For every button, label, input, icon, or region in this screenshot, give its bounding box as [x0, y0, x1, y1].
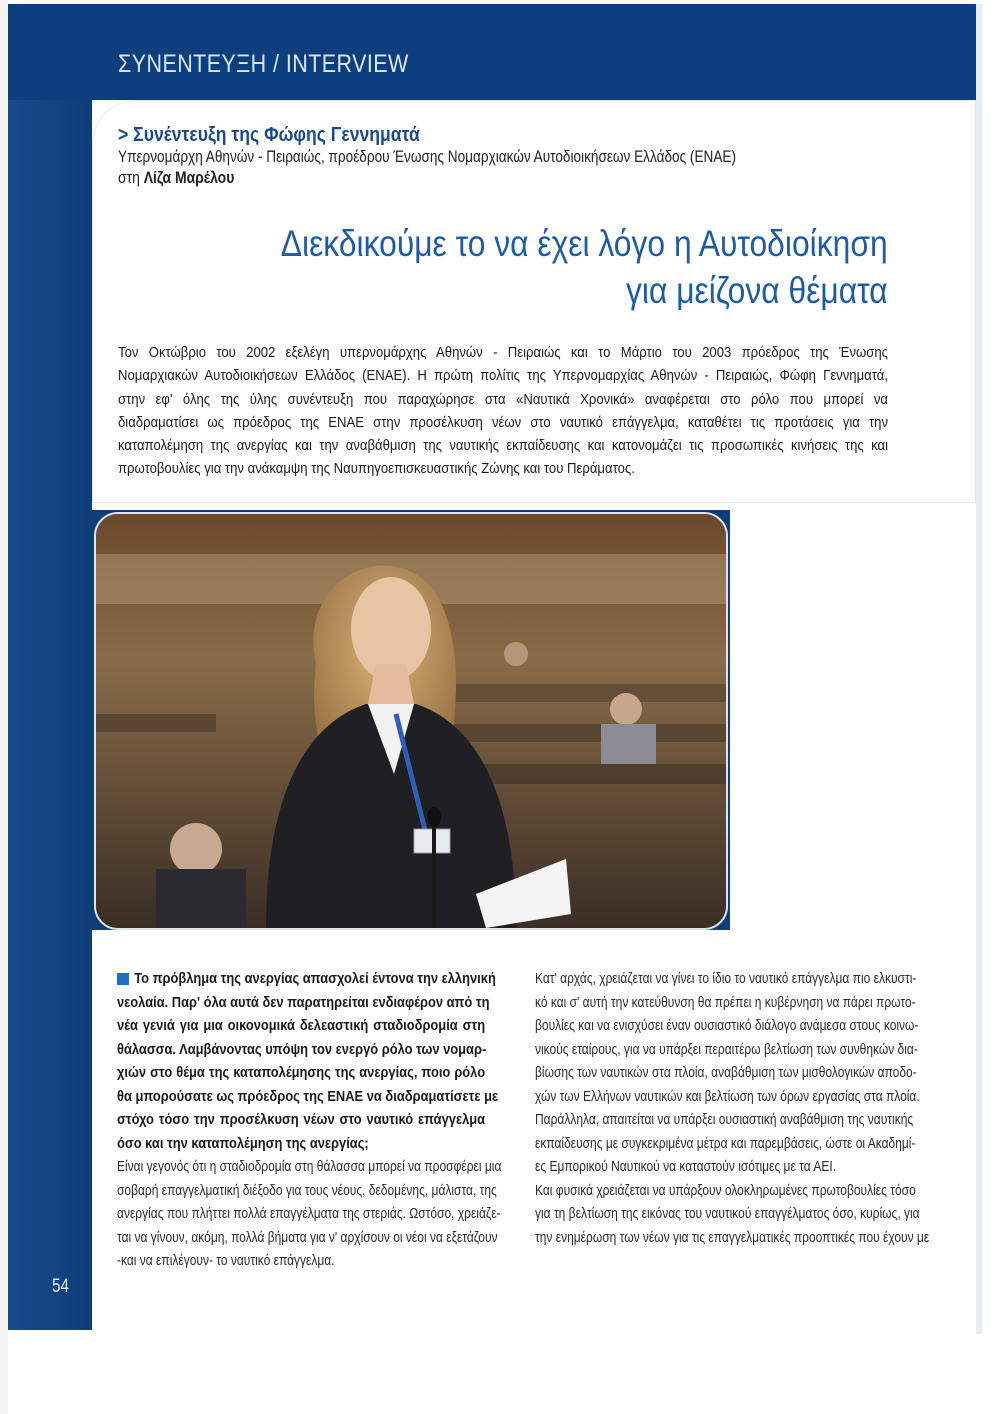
answer-text-right	[535, 967, 930, 1249]
question-line: όσο και την καταπολέμηση της ανεργίας;	[117, 1134, 369, 1152]
answer-line: νικούς εταίρους, για να υπάρξει περαιτέρω βελτίωση των συνθηκών δια-	[535, 1040, 918, 1058]
answer-line: κό και σ' αυτή την κατεύθυνση θα πρέπει η κυβέρνηση να πάρει πρωτο-	[535, 993, 916, 1011]
right-column	[535, 967, 930, 1249]
answer-line: Και φυσικά χρειάζεται να υπάρξουν ολοκληρωμένες πρωτοβουλίες τόσο	[535, 1181, 916, 1199]
answer-line: ες Εμπορικού Ναυτικού να καταστούν ισότιμες με τα ΑΕΙ.	[535, 1158, 837, 1175]
question-line: θάλασσα. Λαμβάνοντας υπόψη τον ενεργό ρόλο των νομαρ-	[117, 1040, 487, 1058]
interview-title: > Συνέντευξη της Φώφης Γεννηματά	[118, 124, 420, 146]
question-line: στόχο τόσο την προσέλκυση νέων στο ναυτικό επάγγελμα	[117, 1111, 486, 1128]
intro-line: στην εφ' όλης της ύλης συνέντευξη που παραχώρησε στα «Ναυτικά Χρονικά» αναφέρεται στο ρόλο που μπορεί να	[118, 390, 888, 408]
intro-line: διαδραματίσει ως πρόεδρος της ΕΝΑΕ στην προσέλκυση νέων στο ναυτικό επάγγελμα, καταθέτει τις προτάσεις για την	[118, 413, 888, 431]
author-prefix: στη	[118, 168, 140, 187]
interviewee-role: Υπερνομάρχη Αθηνών - Πειραιώς, προέδρου Ένωσης Νομαρχιακών Αυτοδιοικήσεων Ελλάδος (ΕΝΑΕ)	[118, 147, 737, 166]
answer-line: βουλίες και να ενισχύσει έναν ουσιαστικό διάλογο ανάμεσα στους κοινω-	[535, 1017, 919, 1034]
headline	[182, 220, 888, 314]
question-line: νεολαία. Παρ' όλα αυτά δεν παρατηρείται ενδιαφέρον από τη	[117, 993, 490, 1011]
answer-line: -και να επιλέγουν- το ναυτικό επάγγελμα.	[117, 1252, 335, 1269]
question-line: Το πρόβλημα της ανεργίας απασχολεί έντονα την ελληνική	[134, 970, 496, 987]
intro-line: καταπολέμηση της ανεργίας και την αναβάθμιση της ναυτικής εκπαίδευσης και κατονομάζει τις προσωπικές κινήσεις της και	[118, 437, 888, 455]
question-line: θα μπορούσατε ως πρόεδρος της ΕΝΑΕ να διαδραματίσετε με	[117, 1087, 499, 1105]
answer-line: Κατ' αρχάς, χρειάζεται να γίνει το ίδιο το ναυτικό επάγγελμα πιο ελκυστι-	[535, 970, 917, 987]
page-number: 54	[52, 1276, 69, 1297]
answer-line: ται να γίνουν, ακόμη, πολλά βήματα για ν' αρχίσουν οι νέοι να εξετάζουν	[117, 1228, 498, 1246]
answer-line: βίωσης των ναυτικών στα πλοία, αναβάθμιση των μισθολογικών αποδο-	[535, 1064, 917, 1081]
question-text	[117, 967, 499, 1155]
photo-illustration	[96, 514, 726, 928]
section-label: ΣΥΝΕΝΤΕΥΞΗ / INTERVIEW	[118, 50, 409, 78]
answer-line: ανεργίας που πλήττει πολλά επαγγέλματα της στεριάς. Ωστόσο, χρειάζε-	[117, 1205, 501, 1222]
question-line: χιών στο θέμα της καταπολέμησης της ανεργίας, ποιο ρόλο	[117, 1064, 486, 1081]
answer-line: εκπαίδευσης με συγκεκριμένα μέτρα και παρεμβάσεις, ώστε οι Ακαδημί-	[535, 1134, 916, 1152]
headline-line-2: για μείζονα θέματα	[626, 270, 888, 311]
speaker-photo	[94, 512, 728, 930]
interviewer-line	[118, 168, 234, 188]
answer-line: χών των Ελλήνων ναυτικών και βελτίωση των όρων εργασίας στα πλοία.	[535, 1087, 920, 1105]
left-column	[117, 967, 502, 1273]
headline-line-1: Διεκδικούμε το να έχει λόγο η Αυτοδιοίκηση	[281, 223, 888, 264]
author-name: Λίζα Μαρέλου	[143, 168, 235, 187]
intro-line: Νομαρχιακών Αυτοδιοικήσεων Ελλάδος (ΕΝΑΕ). Η πρώτη πολίτις της Υπερνομαρχίας Αθηνών - Πειραιώς, Φώφη Γεννηματά,	[118, 367, 888, 385]
intro-paragraph	[118, 341, 888, 481]
answer-line: Παράλληλα, απαιτείται να υπάρξει ουσιαστική αναβάθμιση της ναυτικής	[535, 1111, 914, 1128]
answer-text-left	[117, 1155, 502, 1273]
answer-line: την ενημέρωση των νέων για τις επαγγελματικές προοπτικές που έχουν με	[535, 1228, 930, 1246]
scan-edge	[0, 0, 8, 1414]
answer-line: σοβαρή επαγγελματική διέξοδο για τους νέους, δεδομένης, μάλιστα, της	[117, 1181, 497, 1199]
right-edge-strip	[976, 4, 982, 1334]
intro-line: Τον Οκτώβριο του 2002 εξελέγη υπερνομάρχης Αθηνών - Πειραιώς και το Μάρτιο του 2003 πρόεδρος της Ένωσης	[118, 344, 888, 361]
intro-line: πρωτοβουλίες για την ανάκαμψη της Ναυπηγοεπισκευαστικής Ζώνης και του Περάματος.	[118, 460, 635, 478]
question-line: νέα γενιά για μια οικονομικά δελεαστική σταδιοδρομία στη	[117, 1017, 486, 1034]
left-margin-band	[8, 100, 92, 1330]
answer-line: για τη βελτίωση της εικόνας του ναυτικού επαγγέλματος όσο, κυρίως, για	[535, 1205, 920, 1222]
answer-line: Είναι γεγονός ότι η σταδιοδρομία στη θάλασσα μπορεί να προσφέρει μια	[117, 1158, 502, 1175]
